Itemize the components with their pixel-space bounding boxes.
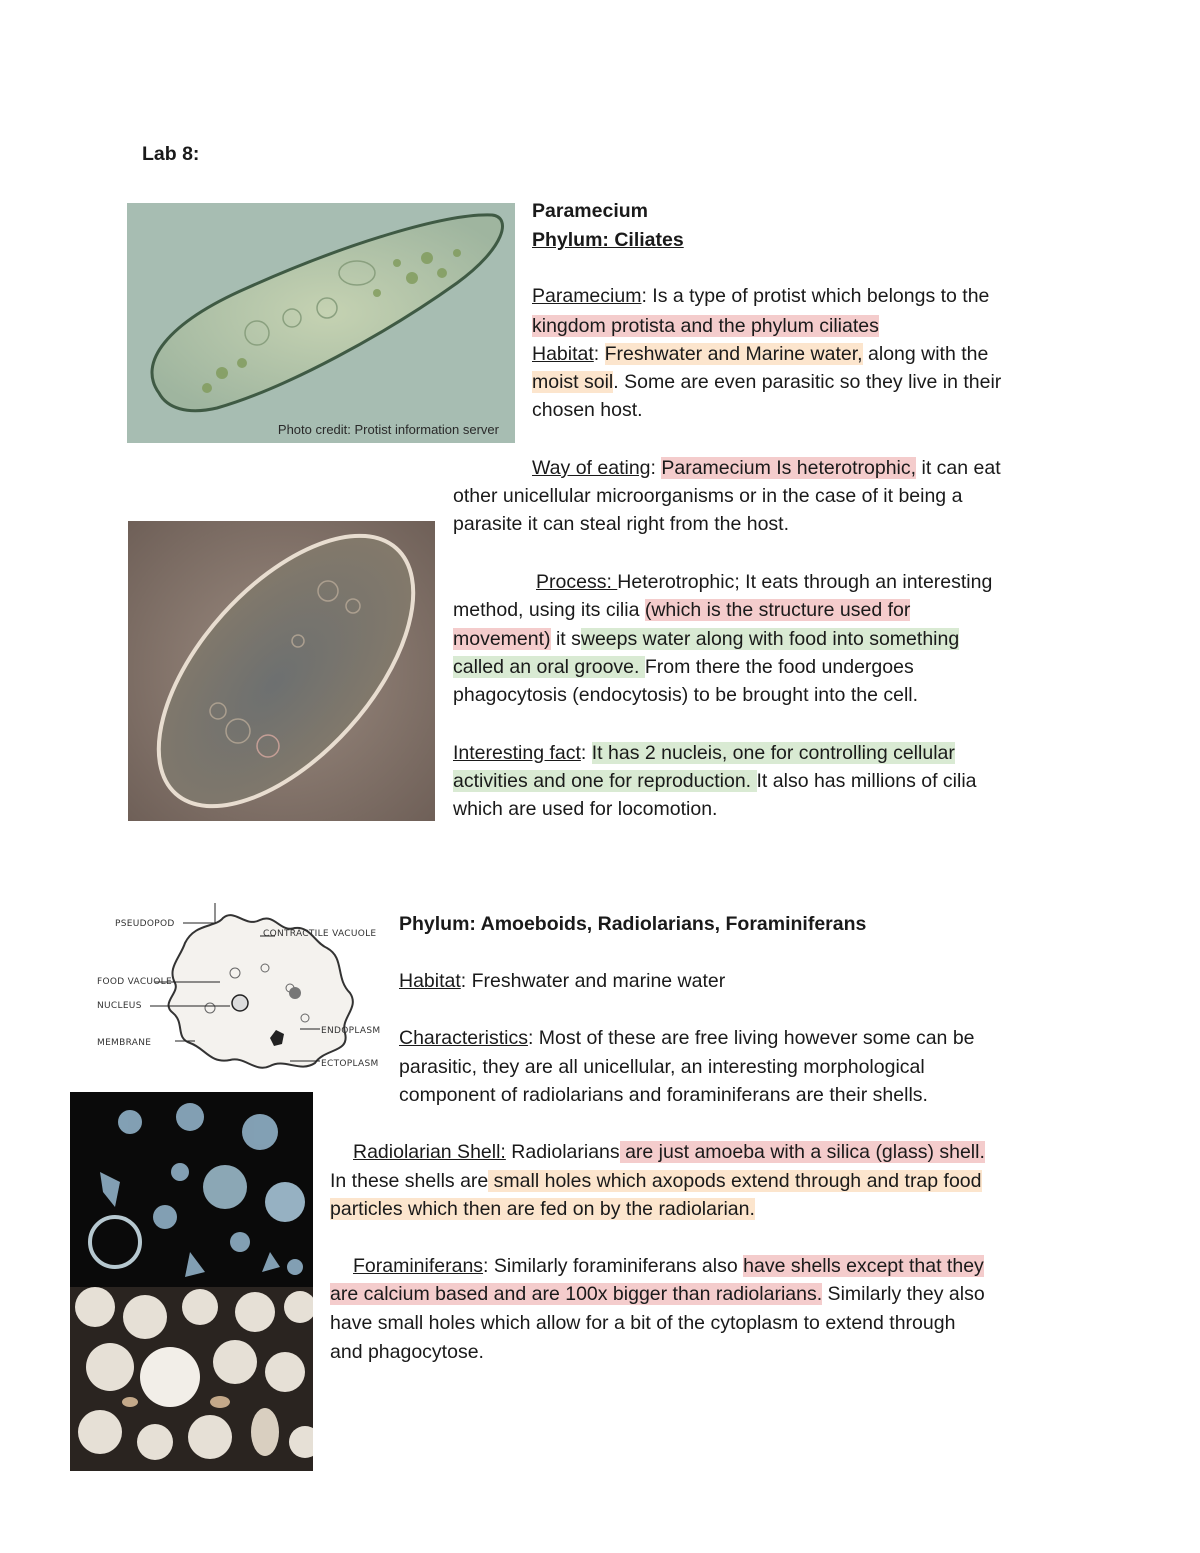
amoeba-label-food-vacuole: FOOD VACUOLE (97, 977, 172, 987)
amoeba-label-membrane: MEMBRANE (97, 1038, 152, 1048)
characteristics-label: Characteristics (399, 1027, 528, 1049)
foram-line-1: Foraminiferans: Similarly foraminiferans also have shells except that they (353, 1255, 984, 1277)
definition-line-1: Paramecium: Is a type of protist which belongs to the (532, 285, 990, 307)
amoeba-label-contractile-vacuole: CONTRACTILE VACUOLE (263, 929, 377, 939)
phylum-amoeboids-heading: Phylum: Amoeboids, Radiolarians, Foraminiferans (399, 913, 867, 935)
eating-line-2: other unicellular microorganisms or in the case of it being a (453, 485, 963, 507)
paramecium-micrograph (128, 521, 435, 821)
photo-credit: Photo credit: Protist information server (277, 422, 499, 437)
process-line-4: called an oral groove. From there the food undergoes (453, 656, 914, 678)
characteristics-line-1: Characteristics: Most of these are free living however some can be (399, 1027, 975, 1049)
process-line-3: movement) it sweeps water along with food into something (453, 628, 960, 650)
amoeba-label-endoplasm: ENDOPLASM (321, 1026, 381, 1036)
habitat-line-2: moist soil. Some are even parasitic so they live in their (532, 371, 1002, 393)
characteristics-line-3: component of radiolarians and foraminiferans are their shells. (399, 1084, 928, 1106)
amoeboid-habitat-label: Habitat (399, 970, 461, 992)
habitat-label: Habitat (532, 343, 594, 365)
definition-line-2: kingdom protista and the phylum ciliates (532, 315, 879, 337)
definition-label: Paramecium (532, 285, 642, 307)
eating-line-3: parasite it can steal right from the host. (453, 513, 789, 535)
radiolarian-line-2: In these shells are small holes which axopods extend through and trap food (330, 1170, 982, 1192)
radiolarian-line-3: particles which then are fed on by the radiolarian. (330, 1198, 755, 1220)
fact-line-1: Interesting fact: It has 2 nucleis, one for controlling cellular (453, 742, 955, 764)
habitat-line-3: chosen host. (532, 399, 643, 421)
page-title: Lab 8: (142, 143, 200, 165)
process-label: Process: (536, 571, 618, 593)
foram-line-2: are calcium based and are 100x bigger than radiolarians. Similarly they also (330, 1283, 985, 1305)
amoeba-label-nucleus: NUCLEUS (97, 1001, 142, 1011)
radiolarian-line-1: Radiolarian Shell: Radiolarians are just amoeba with a silica (glass) shell. (353, 1141, 985, 1163)
radiolarian-foraminiferan-photo (70, 1092, 313, 1471)
foram-line-3: have small holes which allow for a bit of the cytoplasm to extend through (330, 1312, 956, 1334)
amoeba-label-pseudopod: PSEUDOPOD (115, 919, 175, 929)
foram-label: Foraminiferans (353, 1255, 484, 1277)
process-line-5: phagocytosis (endocytosis) to be brought into the cell. (453, 684, 919, 706)
amoeboid-habitat-line: Habitat: Freshwater and marine water (399, 970, 726, 992)
habitat-line-1: Habitat: Freshwater and Marine water, along with the (532, 343, 989, 365)
phylum-ciliates-heading: Phylum: Ciliates (532, 229, 684, 251)
amoeba-diagram (95, 898, 385, 1078)
paramecium-heading: Paramecium (532, 200, 648, 222)
fact-label: Interesting fact (453, 742, 581, 764)
eating-line-1: Way of eating: Paramecium Is heterotrophic, it can eat (532, 457, 1001, 479)
fact-line-2: activities and one for reproduction. It also has millions of cilia (453, 770, 977, 792)
characteristics-line-2: parasitic, they are all unicellular, an interesting morphological (399, 1056, 925, 1078)
radiolarian-label: Radiolarian Shell: (353, 1141, 506, 1163)
process-line-2: method, using its cilia (which is the structure used for (453, 599, 911, 621)
foram-line-4: and phagocytose. (330, 1341, 484, 1363)
fact-line-3: which are used for locomotion. (453, 798, 718, 820)
eating-label: Way of eating (532, 457, 651, 479)
process-line-1: Process: Heterotrophic; It eats through an interesting (536, 571, 993, 593)
paramecium-photo (127, 203, 515, 443)
amoeba-label-ectoplasm: ECTOPLASM (321, 1059, 379, 1069)
